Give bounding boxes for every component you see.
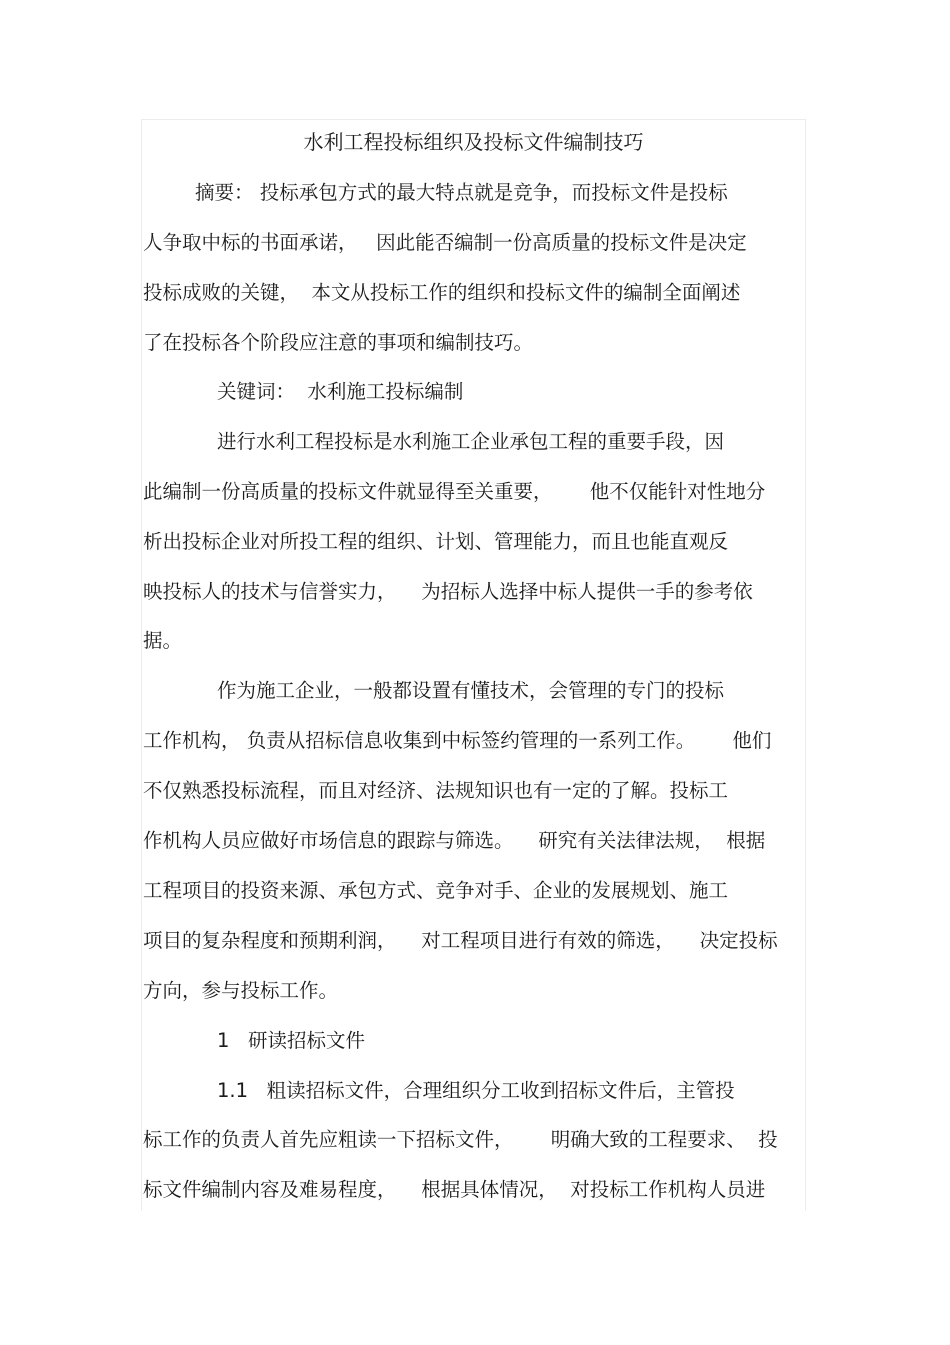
abstract-line-1: 摘要： 投标承包方式的最大特点就是竞争，而投标文件是投标 [195,181,728,204]
paragraph-1-line-1: 进行水利工程投标是水利施工企业承包工程的重要手段，因 [217,430,725,453]
section-1-1-line-2: 标工作的负责人首先应粗读一下招标文件， 明确大致的工程要求、 投 [143,1128,778,1151]
paragraph-1-line-2: 此编制一份高质量的投标文件就显得至关重要， 他不仅能针对性地分 [143,480,766,503]
abstract-line-3: 投标成败的关键， 本文从投标工作的组织和投标文件的编制全面阐述 [143,281,741,304]
section-1-1-line-3: 标文件编制内容及难易程度， 根据具体情况， 对投标工作机构人员进 [143,1178,766,1201]
paragraph-1-line-5: 据。 [143,629,183,652]
paragraph-1-line-4: 映投标人的技术与信誉实力， 为招标人选择中标人提供一手的参考依 [143,580,753,603]
paragraph-2-line-7: 方向，参与投标工作。 [143,979,339,1002]
paragraph-2-line-1: 作为施工企业，一般都设置有懂技术，会管理的专门的投标 [217,679,725,702]
document-title: 水利工程投标组织及投标文件编制技巧 [303,130,644,154]
paragraph-2-line-3: 不仅熟悉投标流程，而且对经济、法规知识也有一定的了解。投标工 [143,779,729,802]
paragraph-1-line-3: 析出投标企业对所投工程的组织、计划、管理能力，而且也能直观反 [143,530,729,553]
keywords-line: 关键词： 水利施工投标编制 [217,380,464,403]
paragraph-2-line-2: 工作机构， 负责从招标信息收集到中标签约管理的一系列工作。 他们 [143,729,772,752]
abstract-line-4: 了在投标各个阶段应注意的事项和编制技巧。 [143,331,534,354]
abstract-line-2: 人争取中标的书面承诺， 因此能否编制一份高质量的投标文件是决定 [143,231,747,254]
paragraph-2-line-4: 作机构人员应做好市场信息的跟踪与筛选。 研究有关法律法规， 根据 [143,829,766,852]
paragraph-2-line-5: 工程项目的投资来源、承包方式、竞争对手、企业的发展规划、施工 [143,879,729,902]
section-1-heading: 1 研读招标文件 [217,1029,366,1052]
section-1-1-line-1: 1.1 粗读招标文件，合理组织分工收到招标文件后，主管投 [217,1079,735,1102]
paragraph-2-line-6: 项目的复杂程度和预期利润， 对工程项目进行有效的筛选， 决定投标 [143,929,778,952]
